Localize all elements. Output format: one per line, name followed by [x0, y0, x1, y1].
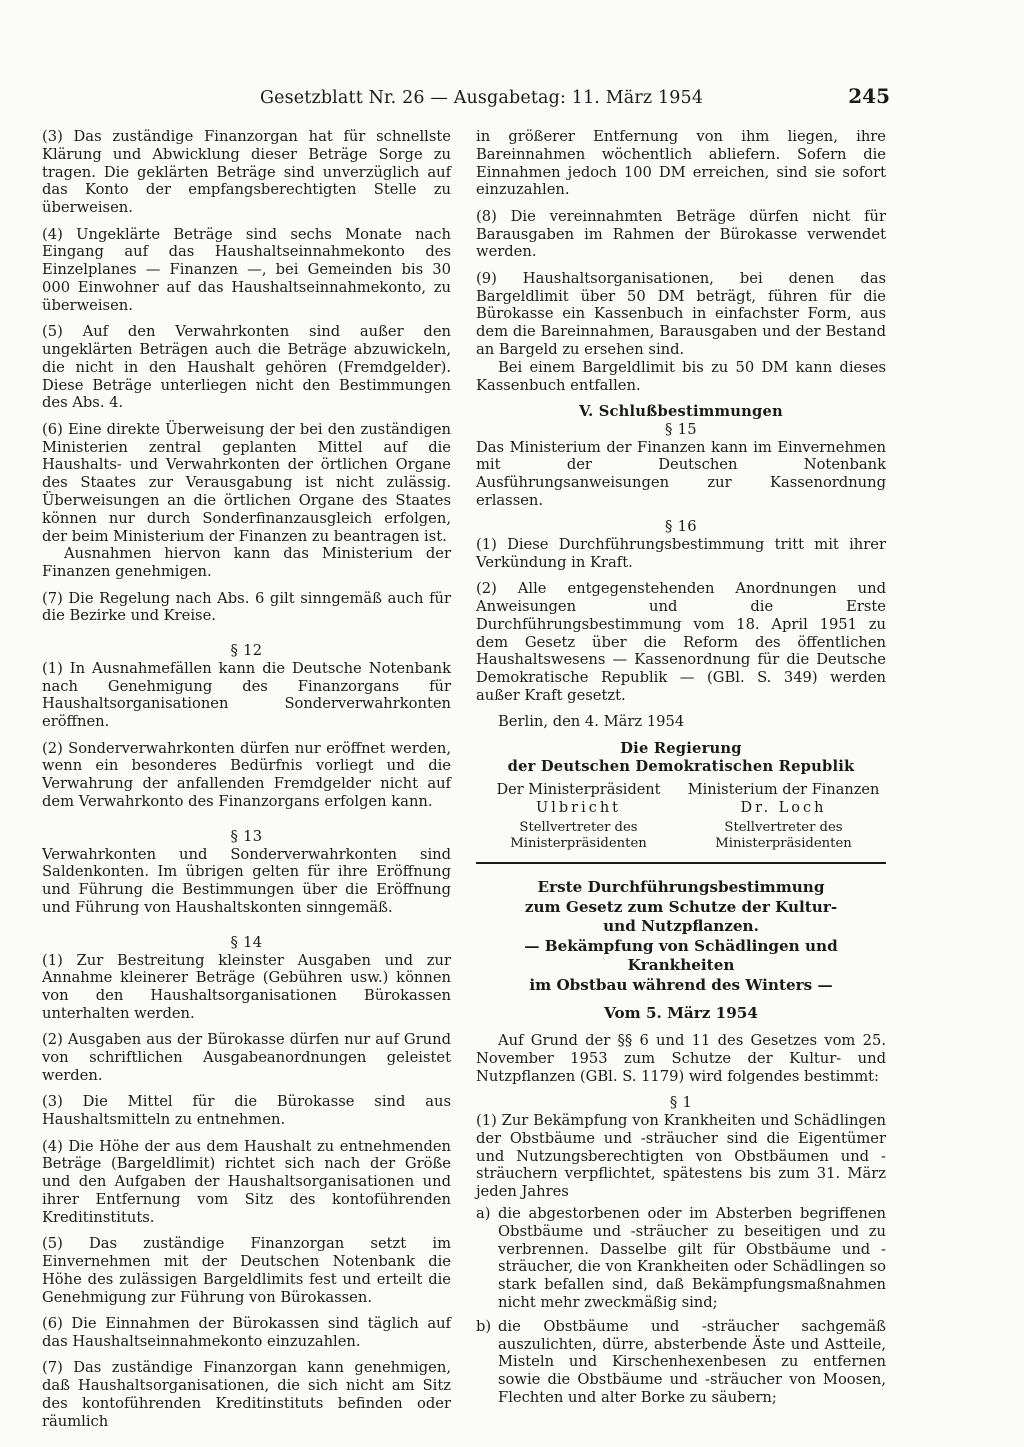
sig-left-title: Der Ministerpräsident	[496, 782, 661, 799]
sig-right-title: Ministerium der Finanzen	[687, 782, 880, 799]
section-14-paragraph-4: (4) Die Höhe der aus dem Haushalt zu entnehmenden Beträge (Bargeldlimit) richtet sich nach der Größe und den Aufgaben der Haushaltsorganisationen und ihrer Entfernung vom Sitz des kontoführenden Kreditinstituts.	[42, 1137, 451, 1226]
paragraph-7: (7) Die Regelung nach Abs. 6 gilt sinngemäß auch für die Bezirke und Kreise.	[42, 589, 451, 625]
list-text-b: die Obstbäume und -sträucher sachgemäß auszulichten, dürre, absterbende Äste und Astteile, Misteln und Kirschenhexenbesen zu entfernen sowie die Obstbäume und -sträucher von Moosen, Flechten und alter Borke zu säubern;	[498, 1317, 886, 1406]
section-16-paragraph-2: (2) Alle entgegenstehenden Anordnungen und Anweisungen und die Erste Durchführungsbestimmung vom 18. April 1951 zu dem Gesetz über die Reform des öffentlichen Haushaltswesens — Kassenordnung für die Deutsche Demokratische Republik — (GBl. S. 349) werden außer Kraft gesetzt.	[476, 580, 886, 705]
page-header	[150, 84, 890, 114]
section-1-paragraph-1: (1) Zur Bekämpfung von Krankheiten und Schädlingen der Obstbäume und -sträucher sind die Eigentümer und Nutzungsberechtigten von Obstbäumen und -sträuchern verpflichtet, spätestens bis zum 31. März jeden Jahres	[476, 1112, 886, 1201]
paragraph-6-exception: Ausnahmen hiervon kann das Ministerium der Finanzen genehmigen.	[42, 545, 451, 581]
sig-right-deputy-1: Stellvertreter des	[724, 820, 843, 836]
government-line-1: Die Regierung	[620, 739, 742, 757]
section-16-heading: § 16	[665, 518, 697, 536]
section-13-heading: § 13	[230, 827, 263, 845]
decree-date: Vom 5. März 1954	[604, 1004, 758, 1023]
section-14-paragraph-2: (2) Ausgaben aus der Bürokasse dürfen nur auf Grund von schriftlichen Ausgabeanordnungen geleistet werden.	[42, 1031, 451, 1085]
paragraph-5: (5) Auf den Verwahrkonten sind außer den ungeklärten Beträgen auch die Beträge abzuwickeln, die nicht in den Haushalt gehören (Fremdgelder). Diese Beträge unterliegen nicht den Bestimmungen des Abs. 4.	[42, 323, 451, 412]
paragraph-7-continued: in größerer Entfernung von ihm liegen, ihre Bareinnahmen wöchentlich abliefern. Sofern die Einnahmen jedoch 100 DM erreichen, sind sie sofort einzuzahlen.	[476, 128, 886, 199]
place-date: Berlin, den 4. März 1954	[498, 713, 685, 731]
section-12-paragraph-2: (2) Sonderverwahrkonten dürfen nur eröffnet werden, wenn ein besonderes Bedürfnis vorliegt und die Verwahrung der anfallenden Fremdgelder nicht auf dem Verwahrkonto des Finanzorgans erfolgen kann.	[42, 739, 451, 811]
paragraph-9: (9) Haushaltsorganisationen, bei denen das Bargeldlimit über 50 DM beträgt, führen für die Bürokasse ein Kassenbuch in einfachster Form, aus dem die Bareinnahmen, Barausgaben und der Bestand an Bargeld zu ersehen sind.	[476, 269, 886, 358]
section-12-heading: § 12	[230, 642, 263, 660]
section-14-paragraph-7: (7) Das zuständige Finanzorgan kann genehmigen, daß Haushaltsorganisationen, die sich nicht am Sitz des kontoführenden Kreditinstituts befinden oder räumlich	[42, 1359, 451, 1430]
decree-title-5: im Obstbau während des Winters —	[529, 975, 833, 994]
sig-left-name: Ulbricht	[536, 800, 621, 817]
section-divider-rule	[476, 862, 886, 864]
section-16-paragraph-1: (1) Diese Durchführungsbestimmung tritt mit ihrer Verkündung in Kraft.	[476, 536, 886, 571]
paragraph-9-limit: Bei einem Bargeldlimit bis zu 50 DM kann dieses Kassenbuch entfallen.	[476, 358, 886, 394]
paragraph-6: (6) Eine direkte Überweisung der bei den zuständigen Ministerien zentral geplanten Mittel auf die Haushalts- und Verwahrkonten der örtlichen Organe des Staates zur Verausgabung ist nicht zulässig. Überweisungen an die örtlichen Organe des Staates können nur durch Sonderfinanzausgleich erfolgen, der beim Ministerium der Finanzen zu beantragen ist.	[42, 420, 451, 545]
decree-title-3: und Nutzpflanzen.	[603, 917, 759, 936]
government-line-2: der Deutschen Demokratischen Republik	[507, 757, 855, 775]
decree-title-4: — Bekämpfung von Schädlingen und Krankheiten	[524, 936, 838, 975]
right-column	[476, 128, 886, 1413]
section-14-heading: § 14	[230, 933, 263, 951]
section-14-paragraph-3: (3) Die Mittel für die Bürokasse sind aus Haushaltsmitteln zu entnehmen.	[42, 1093, 451, 1129]
decree-title-2: zum Gesetz zum Schutze der Kultur-	[524, 897, 838, 916]
decree-intro: Auf Grund der §§ 6 und 11 des Gesetzes vom 25. November 1953 zum Schutze der Kultur- und Nutzpflanzen (GBl. S. 1179) wird folgendes bestimmt:	[476, 1032, 886, 1085]
sig-right-name: Dr. Loch	[740, 800, 827, 817]
section-14-paragraph-5: (5) Das zuständige Finanzorgan setzt im Einvernehmen mit der Deutschen Notenbank die Höhe des zulässigen Bargeldlimits fest und erteilt die Genehmigung zur Führung von Bürokassen.	[42, 1235, 451, 1306]
section-13-paragraph: Verwahrkonten und Sonderverwahrkonten sind Saldenkonten. Im übrigen gelten für ihre Eröffnung und Führung die Bestimmungen über die Eröffnung und Führung von Haushaltskonten sinngemäß.	[42, 845, 451, 917]
list-mark-b: b)	[476, 1317, 492, 1335]
section-14-paragraph-1: (1) Zur Bestreitung kleinster Ausgaben und zur Annahme kleinerer Beträge (Gebühren usw.) können von den Haushaltsorganisationen Bürokassen unterhalten werden.	[42, 951, 451, 1023]
page-number: 245	[848, 84, 890, 108]
signature-left	[476, 781, 681, 852]
section-v-heading: V. Schlußbestimmungen	[579, 402, 783, 420]
list-text-a: die abgestorbenen oder im Absterben begriffenen Obstbäume und -sträucher zu beseitigen und zu verbrennen. Dasselbe gilt für Obstbäume und -sträucher, die von Krankheiten oder Schädlingen so stark befallen sind, daß Bekämpfungsmaßnahmen nicht mehr zweckmäßig sind;	[498, 1205, 886, 1311]
section-14-paragraph-6: (6) Die Einnahmen der Bürokassen sind täglich auf das Haushaltseinnahmekonto einzuzahlen.	[42, 1314, 451, 1350]
list-mark-a: a)	[476, 1205, 491, 1223]
section-15-paragraph: Das Ministerium der Finanzen kann im Einvernehmen mit der Deutschen Notenbank Ausführungsanweisungen zur Kassenordnung erlassen.	[476, 438, 886, 509]
sig-right-deputy-2: Ministerpräsidenten	[715, 836, 852, 852]
left-column	[42, 128, 451, 1439]
signature-right	[681, 781, 886, 852]
list-item-a	[476, 1205, 886, 1312]
list-item-b	[476, 1318, 886, 1407]
paragraph-8: (8) Die vereinnahmten Beträge dürfen nicht für Barausgaben im Rahmen der Bürokasse verwendet werden.	[476, 207, 886, 261]
decree-title-1: Erste Durchführungsbestimmung	[537, 878, 825, 897]
sig-left-deputy-1: Stellvertreter des	[519, 820, 638, 836]
paragraph-4: (4) Ungeklärte Beträge sind sechs Monate nach Eingang auf das Haushaltseinnahmekonto des Einzelplanes — Finanzen —, bei Gemeinden bis 30 000 Einwohner auf das Haushaltseinnahmekonto, zu überweisen.	[42, 225, 451, 314]
section-15-heading: § 15	[665, 420, 697, 438]
sig-left-deputy-2: Ministerpräsidenten	[510, 836, 647, 852]
paragraph-3: (3) Das zuständige Finanzorgan hat für schnellste Klärung und Abwicklung dieser Beträge Sorge zu tragen. Die geklärten Beträge sind unverzüglich auf das Konto der empfangsberechtigten Stelle zu überweisen.	[42, 128, 451, 217]
section-12-paragraph-1: (1) In Ausnahmefällen kann die Deutsche Notenbank nach Genehmigung des Finanzorgans für Haushaltsorganisationen Sonderverwahrkonten eröffnen.	[42, 659, 451, 731]
header-title: Gesetzblatt Nr. 26 — Ausgabetag: 11. März 1954	[260, 88, 704, 108]
section-1-heading: § 1	[669, 1094, 693, 1112]
signature-block	[476, 781, 886, 852]
